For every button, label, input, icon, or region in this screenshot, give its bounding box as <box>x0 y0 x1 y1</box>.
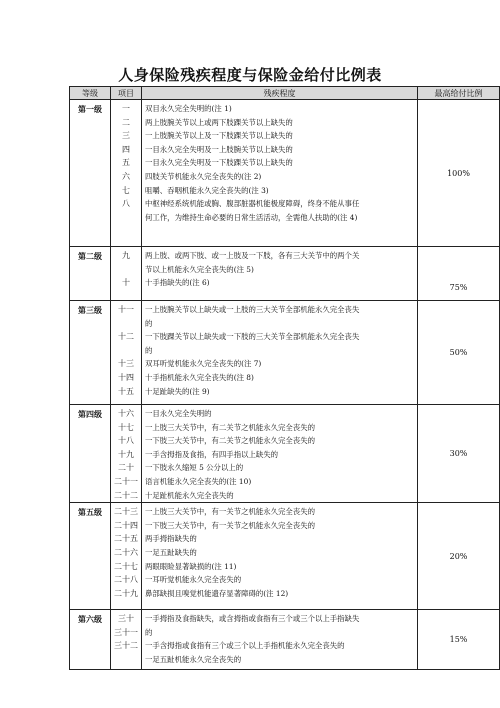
degree-line: 一目永久完全失明及一下肢踝关节以上缺失的 <box>145 158 293 168</box>
item-number: 十 <box>122 278 130 288</box>
degree-line: 一目永久完全失明及一上肢腕关节以上缺失的 <box>145 144 293 154</box>
degree-line: 一耳听觉机能永久完全丧失的 <box>145 575 242 585</box>
disability-ratio-table <box>69 86 500 670</box>
grade-cell: 第一级 <box>70 100 111 247</box>
item-number: 八 <box>122 199 130 209</box>
table-row <box>70 100 500 247</box>
degree-line: 十手指缺失的(注 6) <box>145 278 210 288</box>
degree-line: 双目永久完全失明的(注 1) <box>145 104 232 113</box>
table-title: 人身保险残疾程度与保险金给付比例表 <box>118 66 382 84</box>
header-item: 项目 <box>111 87 142 100</box>
item-number: 二十六 <box>114 547 138 557</box>
item-number: 三十二 <box>114 641 138 651</box>
grade-cell: 第五级 <box>70 503 111 610</box>
item-number: 十五 <box>118 386 134 396</box>
item-number: 三十 <box>118 614 134 624</box>
ratio-cell: 30% <box>418 405 500 503</box>
item-number: 六 <box>122 171 130 181</box>
degree-line: 一下肢三大关节中，有一关节之机能永久完全丧失的 <box>145 520 315 530</box>
item-number <box>111 263 141 277</box>
ratio-cell: 20% <box>418 503 500 610</box>
header-grade: 等级 <box>70 87 111 100</box>
degree-line: 两上肢腕关节以上或两下肢踝关节以上缺失的 <box>145 117 293 127</box>
item-number: 三 <box>122 131 130 141</box>
ratio-cell: 100% <box>418 100 500 247</box>
item-number: 三十一 <box>114 627 138 637</box>
degree-line: 一上肢腕关节以上缺失或一上肢的三大关节全部机能永久完全丧失 <box>145 305 360 314</box>
degree-line: 的 <box>145 318 153 328</box>
item-cell <box>111 100 142 247</box>
item-number: 二十一 <box>114 476 138 486</box>
degree-line: 一上肢三大关节中，有一关节之机能永久完全丧失的 <box>145 507 315 517</box>
item-number: 十二 <box>118 332 134 342</box>
degree-line: 四肢关节机能永久完全丧失的(注 2) <box>145 171 262 181</box>
degree-cell <box>142 301 418 405</box>
degree-cell <box>142 503 418 610</box>
item-number: 十八 <box>118 436 134 446</box>
item-number: 二十二 <box>114 490 138 500</box>
ratio-cell: 50% <box>418 301 500 405</box>
item-number: 二十七 <box>114 561 138 571</box>
item-cell <box>111 405 142 503</box>
header-ratio: 最高给付比例 <box>418 87 500 100</box>
item-number: 二十三 <box>114 507 138 517</box>
degree-line: 一下肢永久缩短 5 公分以上的 <box>145 463 244 473</box>
degree-line: 一下肢踝关节以上缺失或一下肢的三大关节全部机能永久完全丧失 <box>145 332 360 342</box>
degree-line: 一足五趾缺失的 <box>145 547 197 557</box>
degree-line: 两手拇指缺失的 <box>145 534 197 544</box>
item-number: 十七 <box>118 422 134 432</box>
item-number: 四 <box>122 144 130 154</box>
ratio-cell: 15% <box>418 610 500 670</box>
grade-cell: 第三级 <box>70 301 111 405</box>
item-number: 二十 <box>118 463 134 473</box>
table-row <box>70 610 500 670</box>
item-number: 十三 <box>118 359 134 369</box>
header-row <box>70 87 500 100</box>
degree-line: 两眼眼睑显著缺损的(注 11) <box>145 561 237 571</box>
degree-cell <box>142 405 418 503</box>
degree-line: 一下肢三大关节中，有二关节之机能永久完全丧失的 <box>145 436 315 446</box>
item-number: 十一 <box>118 305 134 314</box>
item-number: 二十九 <box>114 588 138 598</box>
item-number: 二十八 <box>114 575 138 585</box>
item-number: 二 <box>122 117 130 127</box>
degree-line: 一目永久完全失明的 <box>145 409 212 418</box>
item-number: 九 <box>122 251 130 260</box>
item-cell <box>111 301 142 405</box>
degree-line: 一手拇指及食指缺失，或含拇指或食指有三个或三个以上手指缺失 <box>145 614 360 624</box>
degree-line: 一手含拇指及食指，有四手指以上缺失的 <box>145 449 279 459</box>
item-number: 十六 <box>118 409 134 418</box>
item-number: 十九 <box>118 449 134 459</box>
degree-line: 的 <box>145 345 153 355</box>
table-row <box>70 503 500 610</box>
item-number <box>111 317 141 331</box>
degree-line: 十足趾机能永久完全丧失的 <box>145 490 234 500</box>
degree-cell <box>142 610 418 670</box>
item-number: 十四 <box>118 372 134 382</box>
degree-line: 一足五趾机能永久完全丧失的 <box>145 654 242 664</box>
item-cell <box>111 610 142 670</box>
item-number: 七 <box>122 185 130 195</box>
degree-line: 十足趾缺失的(注 9) <box>145 386 210 396</box>
header-degree: 残疾程度 <box>142 87 418 100</box>
degree-line: 中枢神经系统机能或胸、腹部脏器机能极度障碍，终身不能从事任 <box>145 199 360 209</box>
degree-line: 节以上机能永久完全丧失的(注 5) <box>145 264 254 274</box>
table-row <box>70 301 500 405</box>
degree-line: 两上肢、或两下肢、或一上肢及一下肢，各有三大关节中的两个关 <box>145 251 360 260</box>
item-number: 二十四 <box>114 520 138 530</box>
degree-cell <box>142 247 418 301</box>
item-number <box>111 344 141 358</box>
degree-line: 一上肢三大关节中，有二关节之机能永久完全丧失的 <box>145 422 315 432</box>
degree-line: 语言机能永久完全丧失的(注 10) <box>145 476 252 486</box>
grade-cell: 第六级 <box>70 610 111 670</box>
degree-line: 的 <box>145 627 153 637</box>
degree-line: 双耳听觉机能永久完全丧失的(注 7) <box>145 359 262 369</box>
grade-cell: 第四级 <box>70 405 111 503</box>
degree-line: 鼻部缺损且嗅觉机能遗存显著障碍的(注 12) <box>145 588 289 598</box>
degree-line: 一上肢腕关节以上及一下肢踝关节以上缺失的 <box>145 131 293 141</box>
degree-line: 十手指机能永久完全丧失的(注 8) <box>145 372 254 382</box>
degree-line: 咀嚼、吞咽机能永久完全丧失的(注 3) <box>145 185 269 195</box>
ratio-cell: 75% <box>418 247 500 301</box>
grade-cell: 第二级 <box>70 247 111 301</box>
table-row <box>70 405 500 503</box>
item-cell <box>111 247 142 301</box>
item-number: 二十五 <box>114 534 138 544</box>
degree-line: 何工作，为维持生命必要的日常生活活动，全需他人扶助的(注 4) <box>145 212 358 222</box>
degree-line: 一手含拇指或食指有三个或三个以上手指机能永久完全丧失的 <box>145 641 345 651</box>
item-number: 一 <box>122 104 130 113</box>
degree-cell <box>142 100 418 247</box>
item-cell <box>111 503 142 610</box>
table-row <box>70 247 500 301</box>
item-number: 五 <box>122 158 130 168</box>
